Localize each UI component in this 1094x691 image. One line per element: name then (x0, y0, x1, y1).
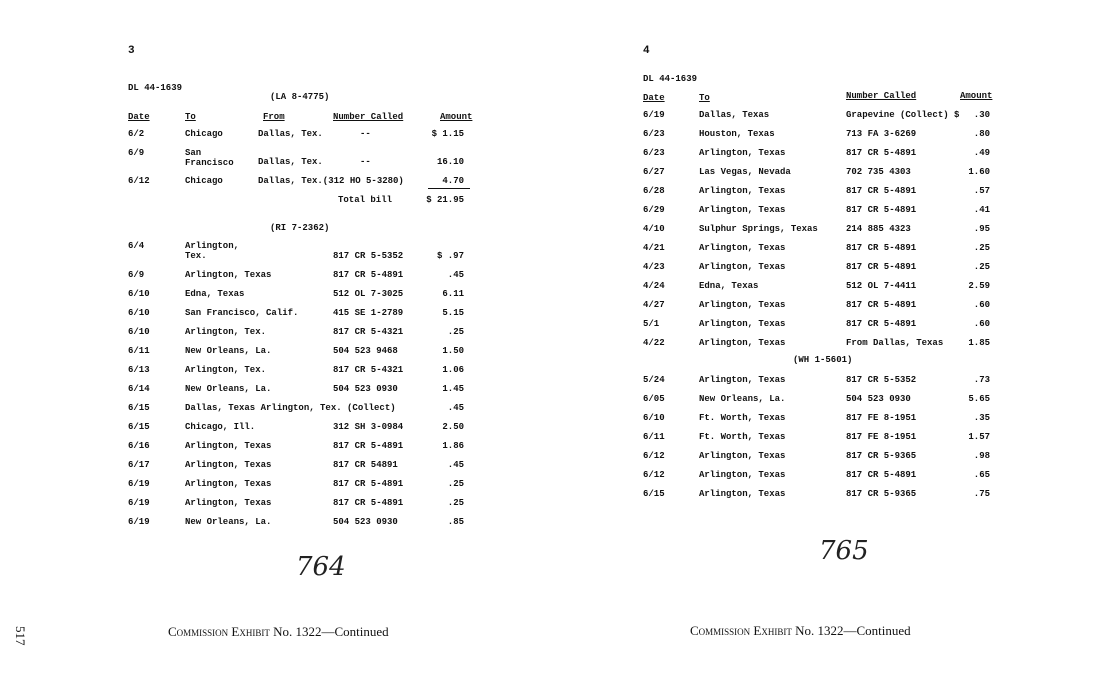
table-row (547, 243, 1094, 255)
cell-to: Edna, Texas (185, 289, 245, 299)
table-row (547, 432, 1094, 444)
cell-to: Arlington, Tex. (185, 327, 267, 337)
cell-to: Chicago (185, 129, 223, 139)
cell-amount: .35 (973, 413, 990, 423)
cell-amount: 1.50 (442, 346, 464, 356)
cell-number: 817 CR 5-4891 (333, 479, 404, 489)
table-row (0, 176, 547, 188)
cell-number: 817 FE 8-1951 (846, 413, 917, 423)
table-row (547, 129, 1094, 141)
handwritten-page-number: 765 (819, 536, 869, 566)
cell-date: 6/29 (643, 205, 665, 215)
header-amount: Amount (960, 91, 993, 101)
cell-number: 504 523 0930 (333, 384, 398, 394)
cell-date: 5/1 (643, 319, 660, 329)
cell-to: Chicago (185, 176, 223, 186)
caption-prefix: Commission Exhibit (690, 623, 792, 638)
cell-to: Ft. Worth, Texas (699, 413, 786, 423)
cell-amount: .45 (447, 403, 464, 413)
cell-to: Dallas, Texas (699, 110, 770, 120)
handwritten-page-number: 764 (296, 552, 346, 582)
cell-from: Dallas, Tex. (258, 129, 323, 139)
exhibit-caption (690, 623, 911, 639)
cell-number: 817 CR 5-4891 (846, 470, 917, 480)
cell-amount: $ 1.15 (431, 129, 464, 139)
table-row (547, 167, 1094, 179)
cell-amount: .25 (447, 327, 464, 337)
cell-number: 817 CR 5-4891 (333, 441, 404, 451)
cell-amount: 1.86 (442, 441, 464, 451)
cell-number: 817 CR 5-4321 (333, 365, 404, 375)
section-title: (RI 7-2362) (270, 223, 330, 233)
table-row (547, 451, 1094, 463)
header-amount: Amount (440, 112, 473, 122)
cell-to: Arlington, Tex. (185, 365, 267, 375)
cell-number: 713 FA 3-6269 (846, 129, 917, 139)
cell-amount: 6.11 (442, 289, 464, 299)
table-row (547, 205, 1094, 217)
table-row (547, 470, 1094, 482)
cell-amount: .85 (447, 517, 464, 527)
cell-number: 817 CR 5-9365 (846, 489, 917, 499)
cell-amount: 1.06 (442, 365, 464, 375)
cell-to: Arlington, Texas (699, 451, 786, 461)
cell-to: Arlington, Texas (185, 479, 272, 489)
cell-number: 817 CR 5-4891 (333, 498, 404, 508)
cell-amount: 1.57 (968, 432, 990, 442)
cell-amount: .49 (973, 148, 990, 158)
cell-amount: .25 (447, 498, 464, 508)
cell-number: 817 CR 5-4891 (846, 262, 917, 272)
page-number: 3 (128, 45, 135, 57)
cell-date: 6/15 (643, 489, 665, 499)
header-number-called: Number Called (846, 91, 917, 101)
cell-to: Arlington, Texas (185, 441, 272, 451)
cell-date: 6/12 (643, 470, 665, 480)
cell-amount: .57 (973, 186, 990, 196)
table-row (0, 270, 547, 282)
cell-amount: .65 (973, 470, 990, 480)
cell-to: New Orleans, La. (699, 394, 786, 404)
cell-to: Arlington, Texas (699, 300, 786, 310)
cell-to: Arlington, Texas (185, 498, 272, 508)
cell-to: New Orleans, La. (185, 517, 272, 527)
cell-date: 6/15 (128, 403, 150, 413)
cell-amount: .25 (973, 243, 990, 253)
cell-number: 817 CR 5-4891 (333, 270, 404, 280)
cell-amount: .80 (973, 129, 990, 139)
cell-date: 6/12 (643, 451, 665, 461)
cell-date: 6/17 (128, 460, 150, 470)
table-row (547, 413, 1094, 425)
cell-date: 6/28 (643, 186, 665, 196)
section-title: (WH 1-5601) (793, 355, 853, 365)
caption-prefix: Commission Exhibit (168, 624, 270, 639)
cell-date: 6/15 (128, 422, 150, 432)
cell-from: Dallas, Tex.(312 HO 5-3280) (258, 176, 404, 186)
cell-to: Arlington, Texas (699, 148, 786, 158)
cell-date: 6/10 (128, 308, 150, 318)
cell-amount: .98 (973, 451, 990, 461)
cell-to: Dallas, Texas Arlington, Tex. (Collect) (185, 403, 396, 413)
cell-number: 512 OL 7-4411 (846, 281, 917, 291)
total-row (0, 195, 547, 207)
table-row (547, 281, 1094, 293)
table-row (547, 186, 1094, 198)
cell-to: New Orleans, La. (185, 384, 272, 394)
table-row (0, 346, 547, 358)
cell-number: 415 SE 1-2789 (333, 308, 404, 318)
cell-date: 6/12 (128, 176, 150, 186)
cell-date: 6/23 (643, 129, 665, 139)
cell-to: Arlington, Texas (699, 319, 786, 329)
cell-number: 817 FE 8-1951 (846, 432, 917, 442)
cell-date: 6/11 (128, 346, 150, 356)
cell-amount: .30 (973, 110, 990, 120)
cell-date: 6/10 (128, 289, 150, 299)
cell-number: 504 523 0930 (333, 517, 398, 527)
cell-number: Grapevine (Collect) $ (846, 110, 960, 120)
cell-date: 4/27 (643, 300, 665, 310)
cell-to: Las Vegas, Nevada (699, 167, 791, 177)
header-number-called: Number Called (333, 112, 404, 122)
cell-amount: .73 (973, 375, 990, 385)
cell-to: Arlington, Texas (699, 489, 786, 499)
table-row (0, 517, 547, 529)
cell-number: -- (360, 129, 371, 139)
cell-date: 6/16 (128, 441, 150, 451)
table-row (0, 460, 547, 472)
cell-amount: 2.50 (442, 422, 464, 432)
cell-number: 817 CR 5-4891 (846, 300, 917, 310)
table-row (547, 148, 1094, 160)
cell-number: 817 CR 5-4891 (846, 243, 917, 253)
cell-date: 6/19 (643, 110, 665, 120)
cell-number: 817 CR 5-5352 (846, 375, 917, 385)
table-row (0, 498, 547, 510)
cell-to: Arlington, Tex. (185, 241, 240, 261)
file-number: DL 44-1639 (643, 74, 698, 84)
cell-to: San Francisco, Calif. (185, 308, 299, 318)
cell-date: 6/11 (643, 432, 665, 442)
cell-number: 817 CR 5-4891 (846, 148, 917, 158)
table-row (0, 241, 547, 263)
cell-to: Sulphur Springs, Texas (699, 224, 818, 234)
caption-rest: No. 1322—Continued (273, 624, 389, 639)
cell-to: Arlington, Texas (699, 205, 786, 215)
cell-to: New Orleans, La. (185, 346, 272, 356)
table-row (0, 365, 547, 377)
cell-to: Arlington, Texas (699, 375, 786, 385)
file-number: DL 44-1639 (128, 83, 183, 93)
exhibit-caption (168, 624, 389, 640)
cell-date: 4/23 (643, 262, 665, 272)
cell-from: Dallas, Tex. (258, 157, 323, 167)
cell-date: 6/19 (128, 479, 150, 489)
cell-to: Ft. Worth, Texas (699, 432, 786, 442)
table-row (0, 441, 547, 453)
table-row (547, 319, 1094, 331)
cell-date: 4/10 (643, 224, 665, 234)
header-to: To (699, 93, 710, 103)
cell-amount: .60 (973, 319, 990, 329)
table-row (0, 422, 547, 434)
cell-amount: $ .97 (436, 251, 464, 261)
cell-number: 817 CR 5-5352 (333, 251, 404, 261)
cell-to: Arlington, Texas (699, 262, 786, 272)
table-row (547, 262, 1094, 274)
cell-amount: 16.10 (436, 157, 464, 167)
table-row (547, 224, 1094, 236)
cell-date: 6/4 (128, 241, 145, 251)
cell-amount: .95 (973, 224, 990, 234)
caption-rest: No. 1322—Continued (795, 623, 911, 638)
cell-number: -- (360, 157, 371, 167)
table-row (0, 479, 547, 491)
table-row (547, 110, 1094, 122)
table-row (547, 489, 1094, 501)
cell-to: Houston, Texas (699, 129, 775, 139)
table-row (0, 289, 547, 301)
cell-number: 817 CR 54891 (333, 460, 398, 470)
cell-amount: 5.15 (442, 308, 464, 318)
cell-to: Arlington, Texas (699, 338, 786, 348)
table-row (547, 338, 1094, 350)
cell-amount: .45 (447, 270, 464, 280)
cell-amount: 4.70 (442, 176, 464, 186)
cell-amount: .41 (973, 205, 990, 215)
cell-to: Arlington, Texas (699, 243, 786, 253)
table-row (547, 375, 1094, 387)
cell-date: 6/9 (128, 148, 145, 158)
cell-date: 4/22 (643, 338, 665, 348)
cell-date: 6/27 (643, 167, 665, 177)
header-to: To (185, 112, 196, 122)
cell-amount: 5.65 (968, 394, 990, 404)
cell-amount: 2.59 (968, 281, 990, 291)
cell-number: 817 CR 5-4891 (846, 186, 917, 196)
side-page-number: 517 (13, 626, 28, 646)
cell-date: 6/19 (128, 498, 150, 508)
cell-number: 702 735 4303 (846, 167, 911, 177)
cell-to: Arlington, Texas (699, 470, 786, 480)
cell-to: Chicago, Ill. (185, 422, 256, 432)
cell-amount: .45 (447, 460, 464, 470)
cell-number: 214 885 4323 (846, 224, 911, 234)
cell-date: 6/13 (128, 365, 150, 375)
page-number: 4 (643, 45, 650, 57)
cell-to: Edna, Texas (699, 281, 759, 291)
cell-to: Arlington, Texas (699, 186, 786, 196)
cell-date: 6/23 (643, 148, 665, 158)
cell-number: 312 SH 3-0984 (333, 422, 404, 432)
table-row (547, 394, 1094, 406)
right-page (547, 0, 1094, 691)
cell-number: 512 OL 7-3025 (333, 289, 404, 299)
cell-amount: .25 (973, 262, 990, 272)
cell-amount: .60 (973, 300, 990, 310)
cell-date: 4/24 (643, 281, 665, 291)
cell-date: 6/10 (128, 327, 150, 337)
cell-amount: 1.60 (968, 167, 990, 177)
table-row (0, 403, 547, 415)
section-title: (LA 8-4775) (270, 92, 330, 102)
header-date: Date (643, 93, 665, 103)
cell-date: 6/14 (128, 384, 150, 394)
cell-number: 817 CR 5-4891 (846, 205, 917, 215)
cell-to: Arlington, Texas (185, 460, 272, 470)
cell-date: 4/21 (643, 243, 665, 253)
cell-to: Arlington, Texas (185, 270, 272, 280)
cell-amount: 1.85 (968, 338, 990, 348)
cell-number: From Dallas, Texas (846, 338, 944, 348)
cell-amount: .25 (447, 479, 464, 489)
total-amount: $ 21.95 (426, 195, 464, 205)
cell-number: 817 CR 5-4891 (846, 319, 917, 329)
cell-to: San Francisco (185, 148, 234, 168)
cell-date: 6/05 (643, 394, 665, 404)
table-row (0, 148, 547, 170)
header-date: Date (128, 112, 150, 122)
cell-amount: .75 (973, 489, 990, 499)
cell-amount: 1.45 (442, 384, 464, 394)
cell-number: 504 523 0930 (846, 394, 911, 404)
table-row (0, 327, 547, 339)
cell-number: 504 523 9468 (333, 346, 398, 356)
cell-number: 817 CR 5-9365 (846, 451, 917, 461)
table-row (0, 129, 547, 141)
cell-date: 6/19 (128, 517, 150, 527)
table-row (0, 308, 547, 320)
total-rule (428, 188, 470, 189)
cell-date: 6/10 (643, 413, 665, 423)
total-label: Total bill (338, 195, 393, 205)
table-row (0, 384, 547, 396)
cell-date: 6/9 (128, 270, 145, 280)
cell-date: 6/2 (128, 129, 145, 139)
table-row (547, 300, 1094, 312)
cell-date: 5/24 (643, 375, 665, 385)
header-from: From (263, 112, 285, 122)
cell-number: 817 CR 5-4321 (333, 327, 404, 337)
